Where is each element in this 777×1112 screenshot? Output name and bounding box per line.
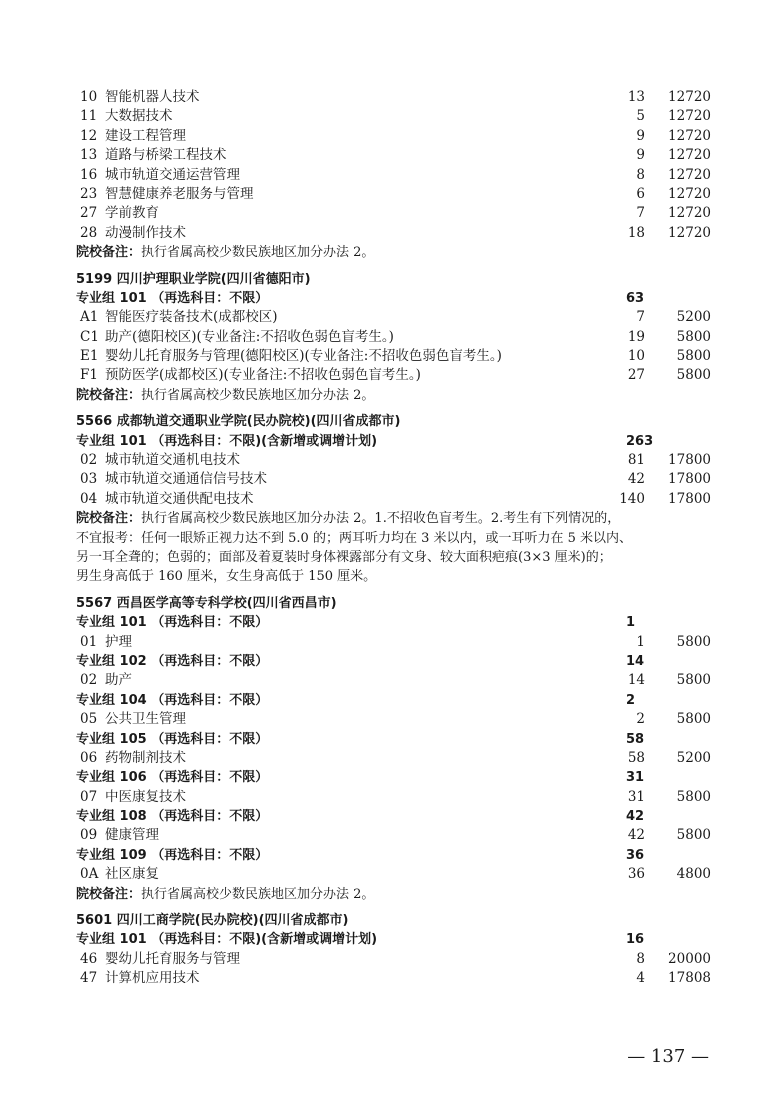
major-code: 13 (80, 147, 98, 164)
note-text: 另一耳全聋的；色弱的；面部及着夏装时身体裸露部分有文身、较大面积疤痕(3×3 厘米)的； (76, 549, 612, 565)
major-plan: 7 (636, 309, 645, 326)
major-plan: 8 (636, 950, 645, 967)
major-code: C1 (80, 328, 99, 345)
major-plan: 27 (627, 367, 645, 384)
major-fee: 12720 (668, 166, 711, 183)
list-item (0, 308, 777, 327)
major-fee: 12720 (668, 127, 711, 144)
group-plan: 63 (626, 290, 645, 306)
group-plan: 16 (626, 932, 645, 948)
list-item (0, 671, 777, 690)
major-fee: 20000 (668, 950, 711, 967)
major-name: 中医康复技术 (105, 788, 186, 805)
list-item (0, 328, 777, 347)
list-item (0, 950, 777, 969)
school-note (0, 509, 777, 528)
list-item (0, 224, 777, 243)
major-plan: 5 (636, 108, 645, 125)
major-fee: 12720 (668, 224, 711, 241)
major-fee: 5800 (676, 348, 711, 365)
list-item (0, 185, 777, 204)
major-code: 07 (80, 788, 98, 805)
major-plan: 19 (627, 328, 645, 345)
group-title: 专业组 101 （再选科目：不限)(含新增或调增计划) (76, 433, 378, 449)
group-plan: 2 (626, 692, 636, 708)
school-note-cont (0, 548, 777, 567)
school-note (0, 885, 777, 904)
major-code: 27 (80, 205, 98, 222)
school-note (0, 386, 777, 405)
major-fee: 12720 (668, 89, 711, 105)
group-title: 专业组 106 （再选科目：不限） (76, 770, 269, 786)
note-text: 执行省属高校少数民族地区加分办法 2。 (141, 245, 375, 261)
list-item (0, 710, 777, 729)
major-fee: 5800 (676, 827, 711, 844)
major-fee: 12720 (668, 147, 711, 164)
major-fee: 12720 (668, 205, 711, 222)
major-fee: 12720 (668, 185, 711, 202)
group-title: 专业组 101 （再选科目：不限） (76, 615, 269, 631)
major-code: 16 (80, 166, 98, 183)
major-plan: 10 (627, 348, 645, 365)
major-code: 03 (80, 471, 98, 488)
major-plan: 18 (627, 224, 645, 241)
page-number: — 137 — (627, 1046, 709, 1067)
group-plan: 31 (626, 770, 645, 786)
major-plan: 1 (636, 633, 645, 650)
major-code: 05 (80, 711, 98, 728)
list-item (0, 204, 777, 223)
major-code: E1 (80, 348, 99, 365)
major-name: 建设工程管理 (105, 127, 186, 144)
group-title: 专业组 102 （再选科目：不限） (76, 653, 269, 669)
major-name: 动漫制作技术 (105, 224, 186, 241)
list-item (0, 88, 777, 107)
group-title: 专业组 108 （再选科目：不限） (76, 809, 269, 825)
major-name: 城市轨道交通供配电技术 (105, 490, 254, 507)
major-fee: 5800 (676, 672, 711, 689)
major-code: A1 (80, 309, 99, 326)
school-note (0, 243, 777, 262)
major-code: 06 (80, 749, 98, 766)
school-header (0, 594, 777, 613)
major-plan: 81 (627, 452, 645, 469)
major-code: 46 (80, 950, 98, 967)
major-code: 04 (80, 490, 98, 507)
major-name: 学前教育 (105, 205, 159, 222)
major-name: 预防医学(成都校区)(专业备注:不招收色弱色盲考生。) (105, 367, 421, 384)
note-label: 院校备注： (76, 387, 142, 403)
list-item (0, 633, 777, 652)
major-name: 助产(德阳校区)(专业备注:不招收色弱色盲考生。) (105, 328, 394, 345)
note-text: 执行省属高校少数民族地区加分办法 2。 (141, 387, 375, 403)
group-row (0, 691, 777, 710)
list-item (0, 749, 777, 768)
major-name: 道路与桥梁工程技术 (105, 147, 227, 164)
major-code: 0A (80, 866, 99, 883)
major-code: F1 (80, 367, 98, 384)
major-name: 公共卫生管理 (105, 711, 186, 728)
major-code: 09 (80, 827, 98, 844)
major-fee: 17800 (668, 452, 711, 469)
major-fee: 4800 (676, 866, 711, 883)
major-plan: 9 (636, 127, 645, 144)
major-code: 10 (80, 89, 98, 105)
major-code: 23 (80, 185, 98, 202)
major-code: 02 (80, 452, 98, 469)
note-text: 不宜报考：任何一眼矫正视力达不到 5.0 的；两耳听力均在 3 米以内，或一耳听力在 5 米以内、 (76, 530, 633, 546)
major-name: 智慧健康养老服务与管理 (105, 185, 254, 202)
list-item (0, 865, 777, 884)
group-plan: 263 (626, 433, 654, 449)
note-label: 院校备注： (76, 511, 142, 527)
group-row (0, 807, 777, 826)
major-fee: 5800 (676, 788, 711, 805)
group-plan: 1 (626, 615, 636, 631)
major-name: 城市轨道交通运营管理 (105, 166, 240, 183)
major-name: 城市轨道交通机电技术 (105, 452, 240, 469)
major-plan: 140 (619, 490, 645, 507)
major-plan: 42 (627, 471, 645, 488)
list-item (0, 969, 777, 988)
major-plan: 2 (636, 711, 645, 728)
group-plan: 42 (626, 809, 645, 825)
note-label: 院校备注： (76, 886, 142, 902)
major-plan: 4 (636, 970, 645, 987)
major-name: 城市轨道交通通信信号技术 (105, 471, 267, 488)
school-note-cont (0, 567, 777, 586)
group-plan: 58 (626, 731, 645, 747)
school-header (0, 412, 777, 431)
major-fee: 5800 (676, 633, 711, 650)
group-title: 专业组 101 （再选科目：不限)(含新增或调增计划) (76, 932, 378, 948)
major-name: 社区康复 (105, 866, 159, 883)
group-title: 专业组 105 （再选科目：不限） (76, 731, 269, 747)
major-plan: 14 (627, 672, 645, 689)
major-name: 助产 (105, 672, 132, 689)
major-name: 智能医疗装备技术(成都校区) (105, 309, 278, 326)
major-fee: 5800 (676, 367, 711, 384)
major-plan: 42 (627, 827, 645, 844)
group-row (0, 846, 777, 865)
major-name: 健康管理 (105, 827, 159, 844)
group-row (0, 730, 777, 749)
major-fee: 12720 (668, 108, 711, 125)
major-name: 智能机器人技术 (105, 89, 200, 105)
page-content (0, 88, 777, 989)
major-name: 计算机应用技术 (105, 970, 200, 987)
major-fee: 17800 (668, 490, 711, 507)
major-code: 02 (80, 672, 98, 689)
major-fee: 17800 (668, 471, 711, 488)
major-name: 护理 (105, 633, 132, 650)
major-name: 大数据技术 (105, 108, 173, 125)
school-header (0, 270, 777, 289)
school-title: 5199 四川护理职业学院(四川省德阳市) (76, 271, 311, 287)
major-plan: 7 (636, 205, 645, 222)
major-code: 12 (80, 127, 98, 144)
group-row (0, 432, 777, 451)
group-row (0, 289, 777, 308)
note-text: 执行省属高校少数民族地区加分办法 2。 (141, 886, 375, 902)
list-item (0, 146, 777, 165)
group-title: 专业组 101 （再选科目：不限） (76, 290, 269, 306)
group-row (0, 930, 777, 949)
major-fee: 5200 (676, 749, 711, 766)
major-code: 01 (80, 633, 98, 650)
list-item (0, 470, 777, 489)
group-row (0, 652, 777, 671)
list-item (0, 347, 777, 366)
school-title: 5601 四川工商学院(民办院校)(四川省成都市) (76, 913, 349, 929)
list-item (0, 788, 777, 807)
group-title: 专业组 104 （再选科目：不限） (76, 692, 269, 708)
major-name: 婴幼儿托育服务与管理(德阳校区)(专业备注:不招收色弱色盲考生。) (105, 348, 502, 365)
school-note-cont (0, 529, 777, 548)
list-item (0, 127, 777, 146)
major-plan: 9 (636, 147, 645, 164)
group-row (0, 768, 777, 787)
list-item (0, 166, 777, 185)
major-code: 28 (80, 224, 98, 241)
major-name: 婴幼儿托育服务与管理 (105, 950, 240, 967)
major-plan: 6 (636, 185, 645, 202)
major-code: 47 (80, 970, 98, 987)
major-plan: 31 (627, 788, 645, 805)
list-item (0, 366, 777, 385)
group-title: 专业组 109 （再选科目：不限） (76, 847, 269, 863)
list-item (0, 451, 777, 470)
school-header (0, 911, 777, 930)
group-row (0, 613, 777, 632)
major-plan: 13 (627, 89, 645, 105)
group-plan: 36 (626, 847, 645, 863)
major-plan: 36 (627, 866, 645, 883)
major-fee: 5200 (676, 309, 711, 326)
major-fee: 17808 (668, 970, 711, 987)
list-item (0, 490, 777, 509)
note-text: 执行省属高校少数民族地区加分办法 2。1.不招收色盲考生。2.考生有下列情况的， (141, 511, 621, 527)
major-plan: 8 (636, 166, 645, 183)
major-code: 11 (80, 108, 98, 125)
school-title: 5566 成都轨道交通职业学院(民办院校)(四川省成都市) (76, 414, 401, 430)
note-text: 男生身高低于 160 厘米，女生身高低于 150 厘米。 (76, 569, 377, 585)
major-plan: 58 (627, 749, 645, 766)
major-fee: 5800 (676, 328, 711, 345)
major-name: 药物制剂技术 (105, 749, 186, 766)
note-label: 院校备注： (76, 245, 142, 261)
group-plan: 14 (626, 653, 645, 669)
school-title: 5567 西昌医学高等专科学校(四川省西昌市) (76, 595, 337, 611)
list-item (0, 107, 777, 126)
major-fee: 5800 (676, 711, 711, 728)
list-item (0, 826, 777, 845)
